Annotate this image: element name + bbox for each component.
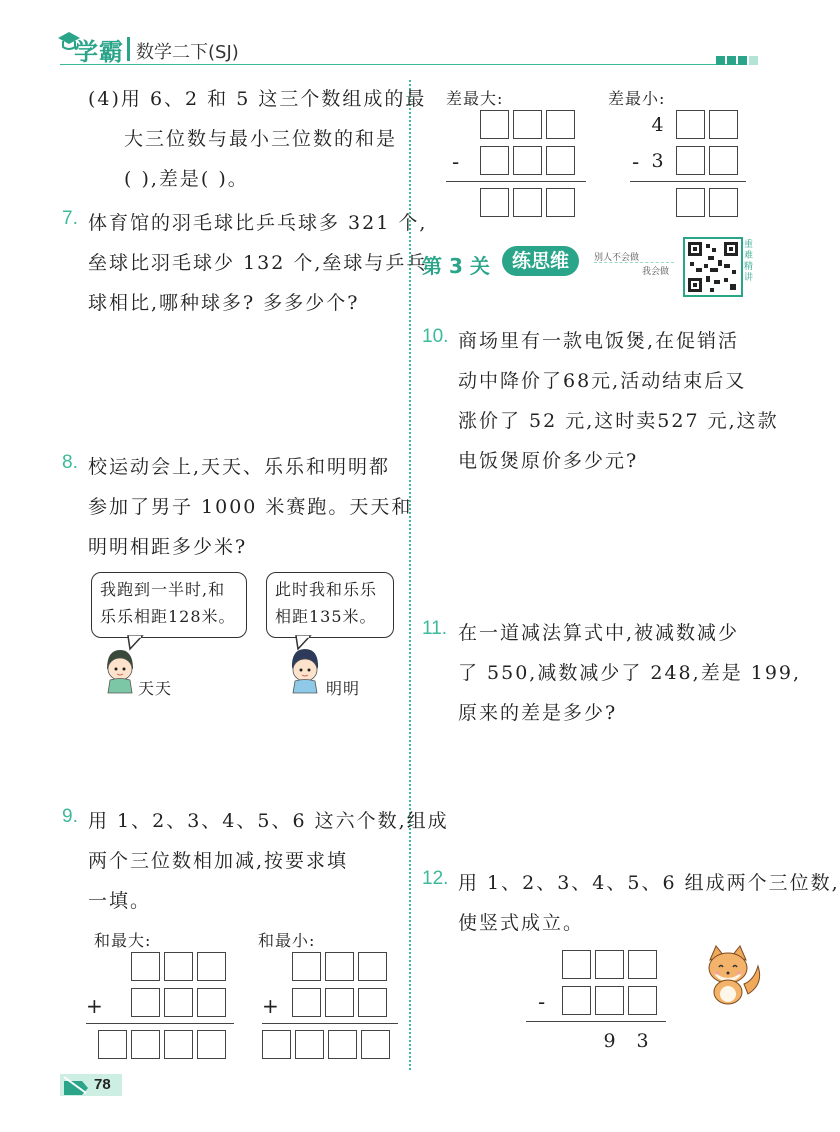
sum-line <box>262 1023 398 1024</box>
given-digit: 3 <box>651 150 664 172</box>
q6-4-line1: (4)用 6、2 和 5 这三个数组成的最 <box>88 88 427 110</box>
answer-box[interactable] <box>513 110 542 139</box>
answer-box[interactable] <box>358 988 387 1017</box>
answer-box[interactable] <box>546 188 575 217</box>
q9-line1: 用 1、2、3、4、5、6 这六个数,组成 <box>88 810 449 832</box>
q8-number: 8. <box>62 452 78 473</box>
bubble1-line1: 我跑到一半时,和 <box>100 580 226 599</box>
answer-box[interactable] <box>595 986 624 1015</box>
q11-line1: 在一道减法算式中,被减数减少 <box>458 622 740 644</box>
bubble2-line2: 相距135米。 <box>275 607 377 626</box>
fox-mascot-icon <box>702 944 766 1006</box>
answer-box[interactable] <box>676 188 705 217</box>
difference-line <box>630 181 746 182</box>
q10-number: 10. <box>422 326 449 347</box>
level-title: 第 3 关 <box>422 254 490 278</box>
header-squares <box>716 50 758 69</box>
q9-line2: 两个三位数相加减,按要求填 <box>88 850 349 872</box>
answer-box[interactable] <box>480 188 509 217</box>
label-sum-max: 和最大: <box>94 931 152 950</box>
q7-number: 7. <box>62 208 78 229</box>
answer-box[interactable] <box>292 988 321 1017</box>
answer-box[interactable] <box>131 952 160 981</box>
answer-box[interactable] <box>546 110 575 139</box>
answer-box[interactable] <box>676 146 705 175</box>
answer-box[interactable] <box>562 950 591 979</box>
page-number: 78 <box>94 1076 111 1093</box>
answer-box[interactable] <box>628 986 657 1015</box>
q12-line2: 使竖式成立。 <box>458 912 585 934</box>
q12-number: 12. <box>422 868 449 889</box>
answer-box[interactable] <box>480 146 509 175</box>
level-caption-1: 别人不会做 <box>594 253 640 263</box>
qr-caption: 重难精讲 <box>744 240 754 283</box>
answer-box[interactable] <box>513 188 542 217</box>
answer-box[interactable] <box>361 1030 390 1059</box>
q11-line3: 原来的差是多少? <box>458 702 618 724</box>
answer-box[interactable] <box>546 146 575 175</box>
minus-sign: - <box>538 990 546 1014</box>
answer-box[interactable] <box>709 188 738 217</box>
answer-box[interactable] <box>197 952 226 981</box>
header-divider-bar <box>127 37 130 61</box>
answer-box[interactable] <box>676 110 705 139</box>
difference-line <box>526 1021 666 1022</box>
level-caption-2: 我会做 <box>642 267 670 277</box>
qr-code-icon[interactable] <box>684 238 742 296</box>
boy-mingming-icon <box>288 645 322 695</box>
answer-box[interactable] <box>197 1030 226 1059</box>
answer-box[interactable] <box>358 952 387 981</box>
answer-box[interactable] <box>513 146 542 175</box>
q10-line4: 电饭煲原价多少元? <box>458 450 639 472</box>
answer-box[interactable] <box>295 1030 324 1059</box>
q8-line2: 参加了男子 1000 米赛跑。天天和 <box>88 496 413 518</box>
q12-line1: 用 1、2、3、4、5、6 组成两个三位数, <box>458 872 840 894</box>
brand-logo: 学霸 <box>74 38 124 66</box>
header <box>0 0 800 70</box>
q9-number: 9. <box>62 806 78 827</box>
label-diff-min: 差最小: <box>608 89 666 108</box>
answer-box[interactable] <box>262 1030 291 1059</box>
answer-box[interactable] <box>131 988 160 1017</box>
label-diff-max: 差最大: <box>446 89 504 108</box>
result-digit: 3 <box>636 1030 649 1052</box>
answer-box[interactable] <box>325 952 354 981</box>
answer-box[interactable] <box>197 988 226 1017</box>
answer-box[interactable] <box>98 1030 127 1059</box>
name-tiantian: 天天 <box>138 679 173 698</box>
answer-box[interactable] <box>325 988 354 1017</box>
pencil-icon <box>62 1075 90 1095</box>
answer-box[interactable] <box>164 988 193 1017</box>
answer-box[interactable] <box>595 950 624 979</box>
answer-box[interactable] <box>292 952 321 981</box>
sum-line <box>86 1023 234 1024</box>
answer-box[interactable] <box>131 1030 160 1059</box>
header-rule <box>60 64 740 65</box>
q7-line2: 垒球比羽毛球少 132 个,垒球与乒乓 <box>88 252 428 274</box>
answer-box[interactable] <box>709 110 738 139</box>
answer-box[interactable] <box>328 1030 357 1059</box>
boy-tiantian-icon <box>103 645 137 695</box>
answer-box[interactable] <box>709 146 738 175</box>
given-digit: 4 <box>651 114 664 136</box>
answer-box[interactable] <box>164 1030 193 1059</box>
answer-box[interactable] <box>164 952 193 981</box>
result-digit: 9 <box>603 1030 616 1052</box>
minus-sign: - <box>452 150 460 174</box>
q10-line1: 商场里有一款电饭煲,在促销活 <box>458 330 740 352</box>
q9-line3: 一填。 <box>88 890 152 912</box>
bubble1-line2: 乐乐相距128米。 <box>100 607 236 626</box>
level-badge: 练思维 <box>502 246 579 276</box>
q11-number: 11. <box>422 618 448 639</box>
answer-box[interactable] <box>562 986 591 1015</box>
bubble2-line1: 此时我和乐乐 <box>275 580 378 599</box>
difference-line <box>446 181 586 182</box>
q8-line3: 明明相距多少米? <box>88 536 248 558</box>
answer-box[interactable] <box>628 950 657 979</box>
minus-sign: - <box>632 150 640 174</box>
plus-sign: + <box>262 994 279 1018</box>
q10-line3: 涨价了 52 元,这时卖527 元,这款 <box>458 410 779 432</box>
q7-line3: 球相比,哪种球多? 多多少个? <box>88 292 360 314</box>
plus-sign: + <box>86 994 103 1018</box>
answer-box[interactable] <box>480 110 509 139</box>
name-mingming: 明明 <box>326 679 361 698</box>
q8-line1: 校运动会上,天天、乐乐和明明都 <box>88 456 391 478</box>
q11-line2: 了 550,减数减少了 248,差是 199, <box>458 662 802 684</box>
q6-4-line3: ( ),差是( )。 <box>124 168 249 190</box>
header-subtitle: 数学二下(SJ) <box>136 42 239 63</box>
label-sum-min: 和最小: <box>258 931 316 950</box>
q10-line2: 动中降价了68元,活动结束后又 <box>458 370 747 392</box>
q6-4-line2: 大三位数与最小三位数的和是 <box>124 128 398 150</box>
speech-bubble-mingming <box>266 572 394 638</box>
speech-bubble-tiantian <box>91 572 247 638</box>
q7-line1: 体育馆的羽毛球比乒乓球多 321 个, <box>88 212 428 234</box>
level-divider <box>594 262 674 263</box>
